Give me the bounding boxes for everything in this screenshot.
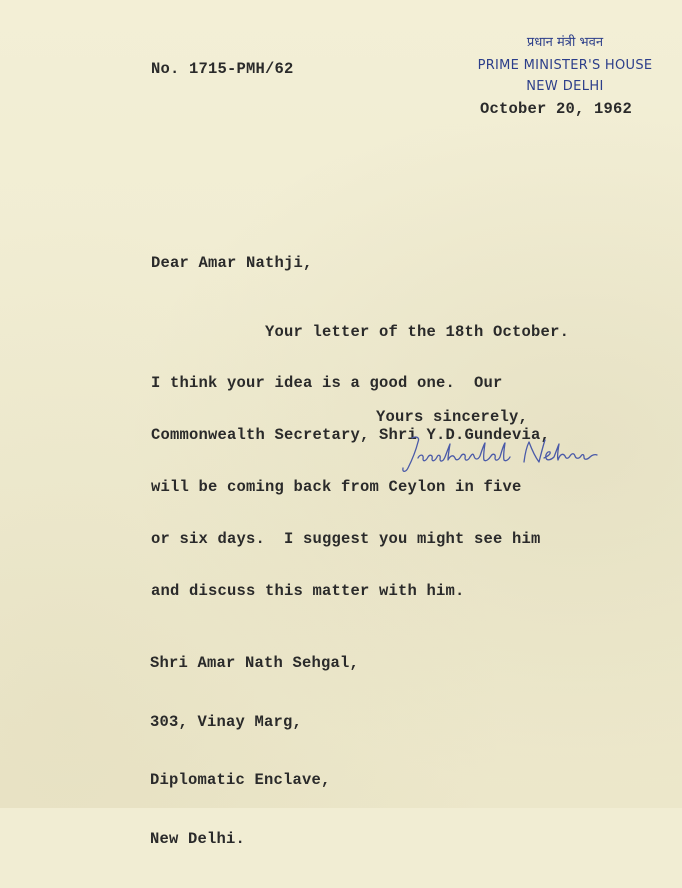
- body-line: or six days. I suggest you might see him: [151, 530, 541, 549]
- letter-date: October 20, 1962: [480, 100, 633, 118]
- reference-number: No. 1715-PMH/62: [151, 60, 294, 78]
- handwritten-signature: [398, 432, 602, 478]
- letterhead-hindi: प्रधान मंत्री भवन: [526, 35, 604, 50]
- body-line: Your letter of the 18th October.: [151, 322, 570, 341]
- addressee-line: 303, Vinay Marg,: [150, 712, 303, 731]
- addressee-block: [150, 615, 359, 888]
- letterhead-house: PRIME MINISTER'S HOUSE: [477, 58, 653, 73]
- letterhead-city: NEW DELHI: [526, 79, 604, 94]
- addressee-line: Diplomatic Enclave,: [150, 771, 331, 789]
- body-line: will be coming back from Ceylon in five: [151, 478, 522, 497]
- addressee-line: Shri Amar Nath Sehgal,: [150, 654, 360, 672]
- body-line: Commonwealth Secretary, Shri Y.D.Gundevia,: [151, 426, 551, 445]
- salutation: Dear Amar Nathji,: [151, 254, 313, 272]
- addressee-line: New Delhi.: [150, 829, 246, 848]
- body-line: and discuss this matter with him.: [151, 582, 465, 601]
- closing: Yours sincerely,: [376, 408, 529, 426]
- body-line: I think your idea is a good one. Our: [151, 374, 503, 393]
